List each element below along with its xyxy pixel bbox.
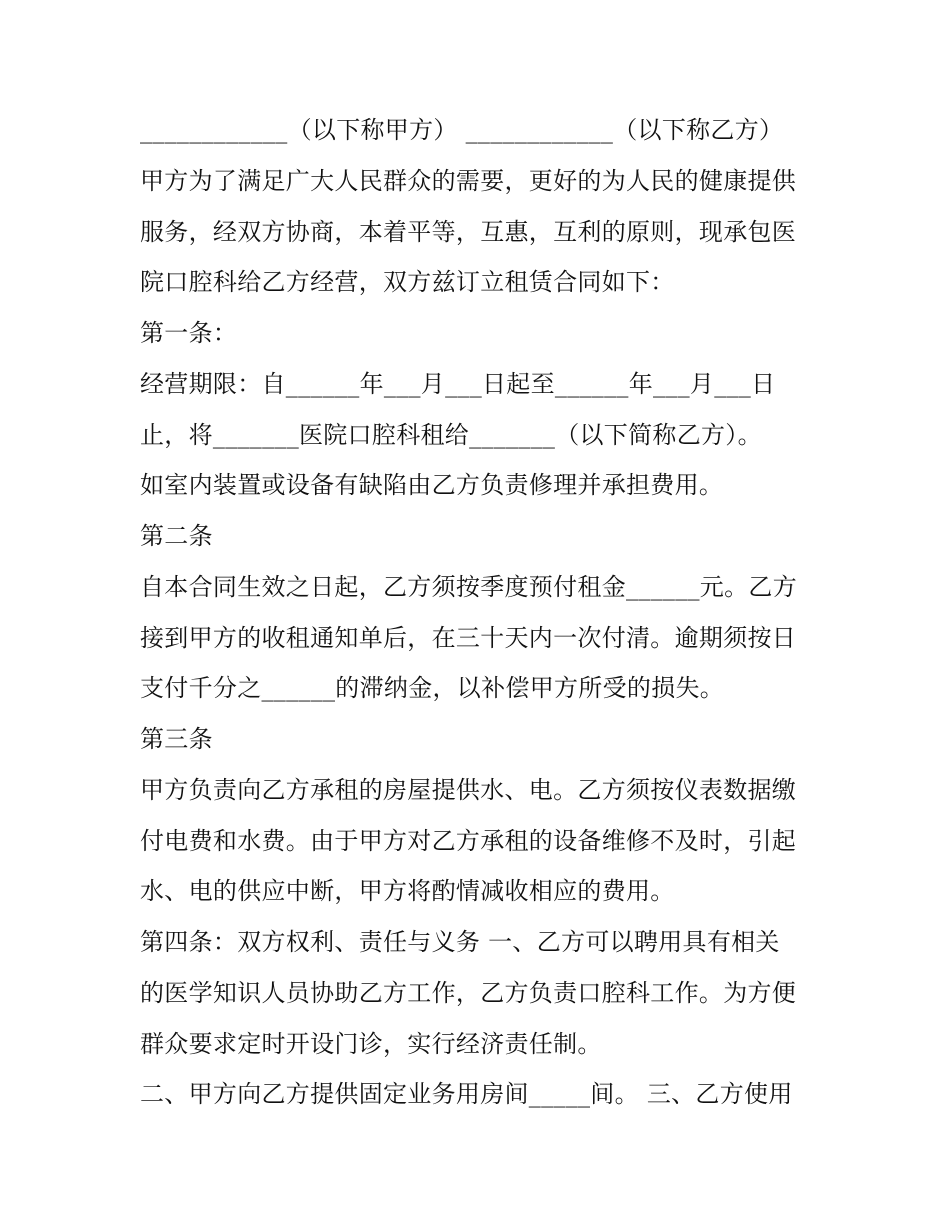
- text-line: 群众要求定时开设门诊，实行经济责任制。: [140, 1030, 602, 1058]
- text-line: 甲方负责向乙方承租的房屋提供水、电。乙方须按仪表数据缴: [140, 776, 797, 804]
- text-line: 水、电的供应中断，甲方将酌情减收相应的费用。: [140, 877, 675, 905]
- text-line: 经营期限：自______年___月___日起至______年___月___日: [140, 370, 776, 398]
- text-line: 服务，经双方协商，本着平等，互惠，互利的原则，现承包医: [140, 218, 797, 246]
- text-line: 院口腔科给乙方经营，双方兹订立租赁合同如下：: [140, 268, 675, 296]
- text-line: 止，将_______医院口腔科租给_______（以下简称乙方）。: [140, 421, 762, 449]
- text-line: 接到甲方的收租通知单后，在三十天内一次付清。逾期须按日: [140, 624, 797, 652]
- text-line: 自本合同生效之日起，乙方须按季度预付租金______元。乙方: [140, 573, 797, 601]
- text-line: 二、甲方向乙方提供固定业务用房间_____间。 三、乙方使用: [140, 1080, 793, 1108]
- text-line: 第一条：: [140, 319, 238, 347]
- text-line: 第四条：双方权利、责任与义务 一、乙方可以聘用具有相关: [140, 928, 780, 956]
- text-line: 甲方为了满足广大人民群众的需要，更好的为人民的健康提供: [140, 167, 797, 195]
- text-line: 的医学知识人员协助乙方工作，乙方负责口腔科工作。为方便: [140, 979, 797, 1007]
- text-line: 支付千分之______的滞纳金，以补偿甲方所受的损失。: [140, 674, 725, 702]
- text-line: 第三条: [140, 725, 213, 753]
- text-line: 第二条: [140, 522, 213, 550]
- text-line: 付电费和水费。由于甲方对乙方承租的设备维修不及时，引起: [140, 827, 797, 855]
- text-line: ____________（以下称甲方） ____________（以下称乙方）: [140, 116, 784, 144]
- text-line: 如室内装置或设备有缺陷由乙方负责修理并承担费用。: [140, 471, 724, 499]
